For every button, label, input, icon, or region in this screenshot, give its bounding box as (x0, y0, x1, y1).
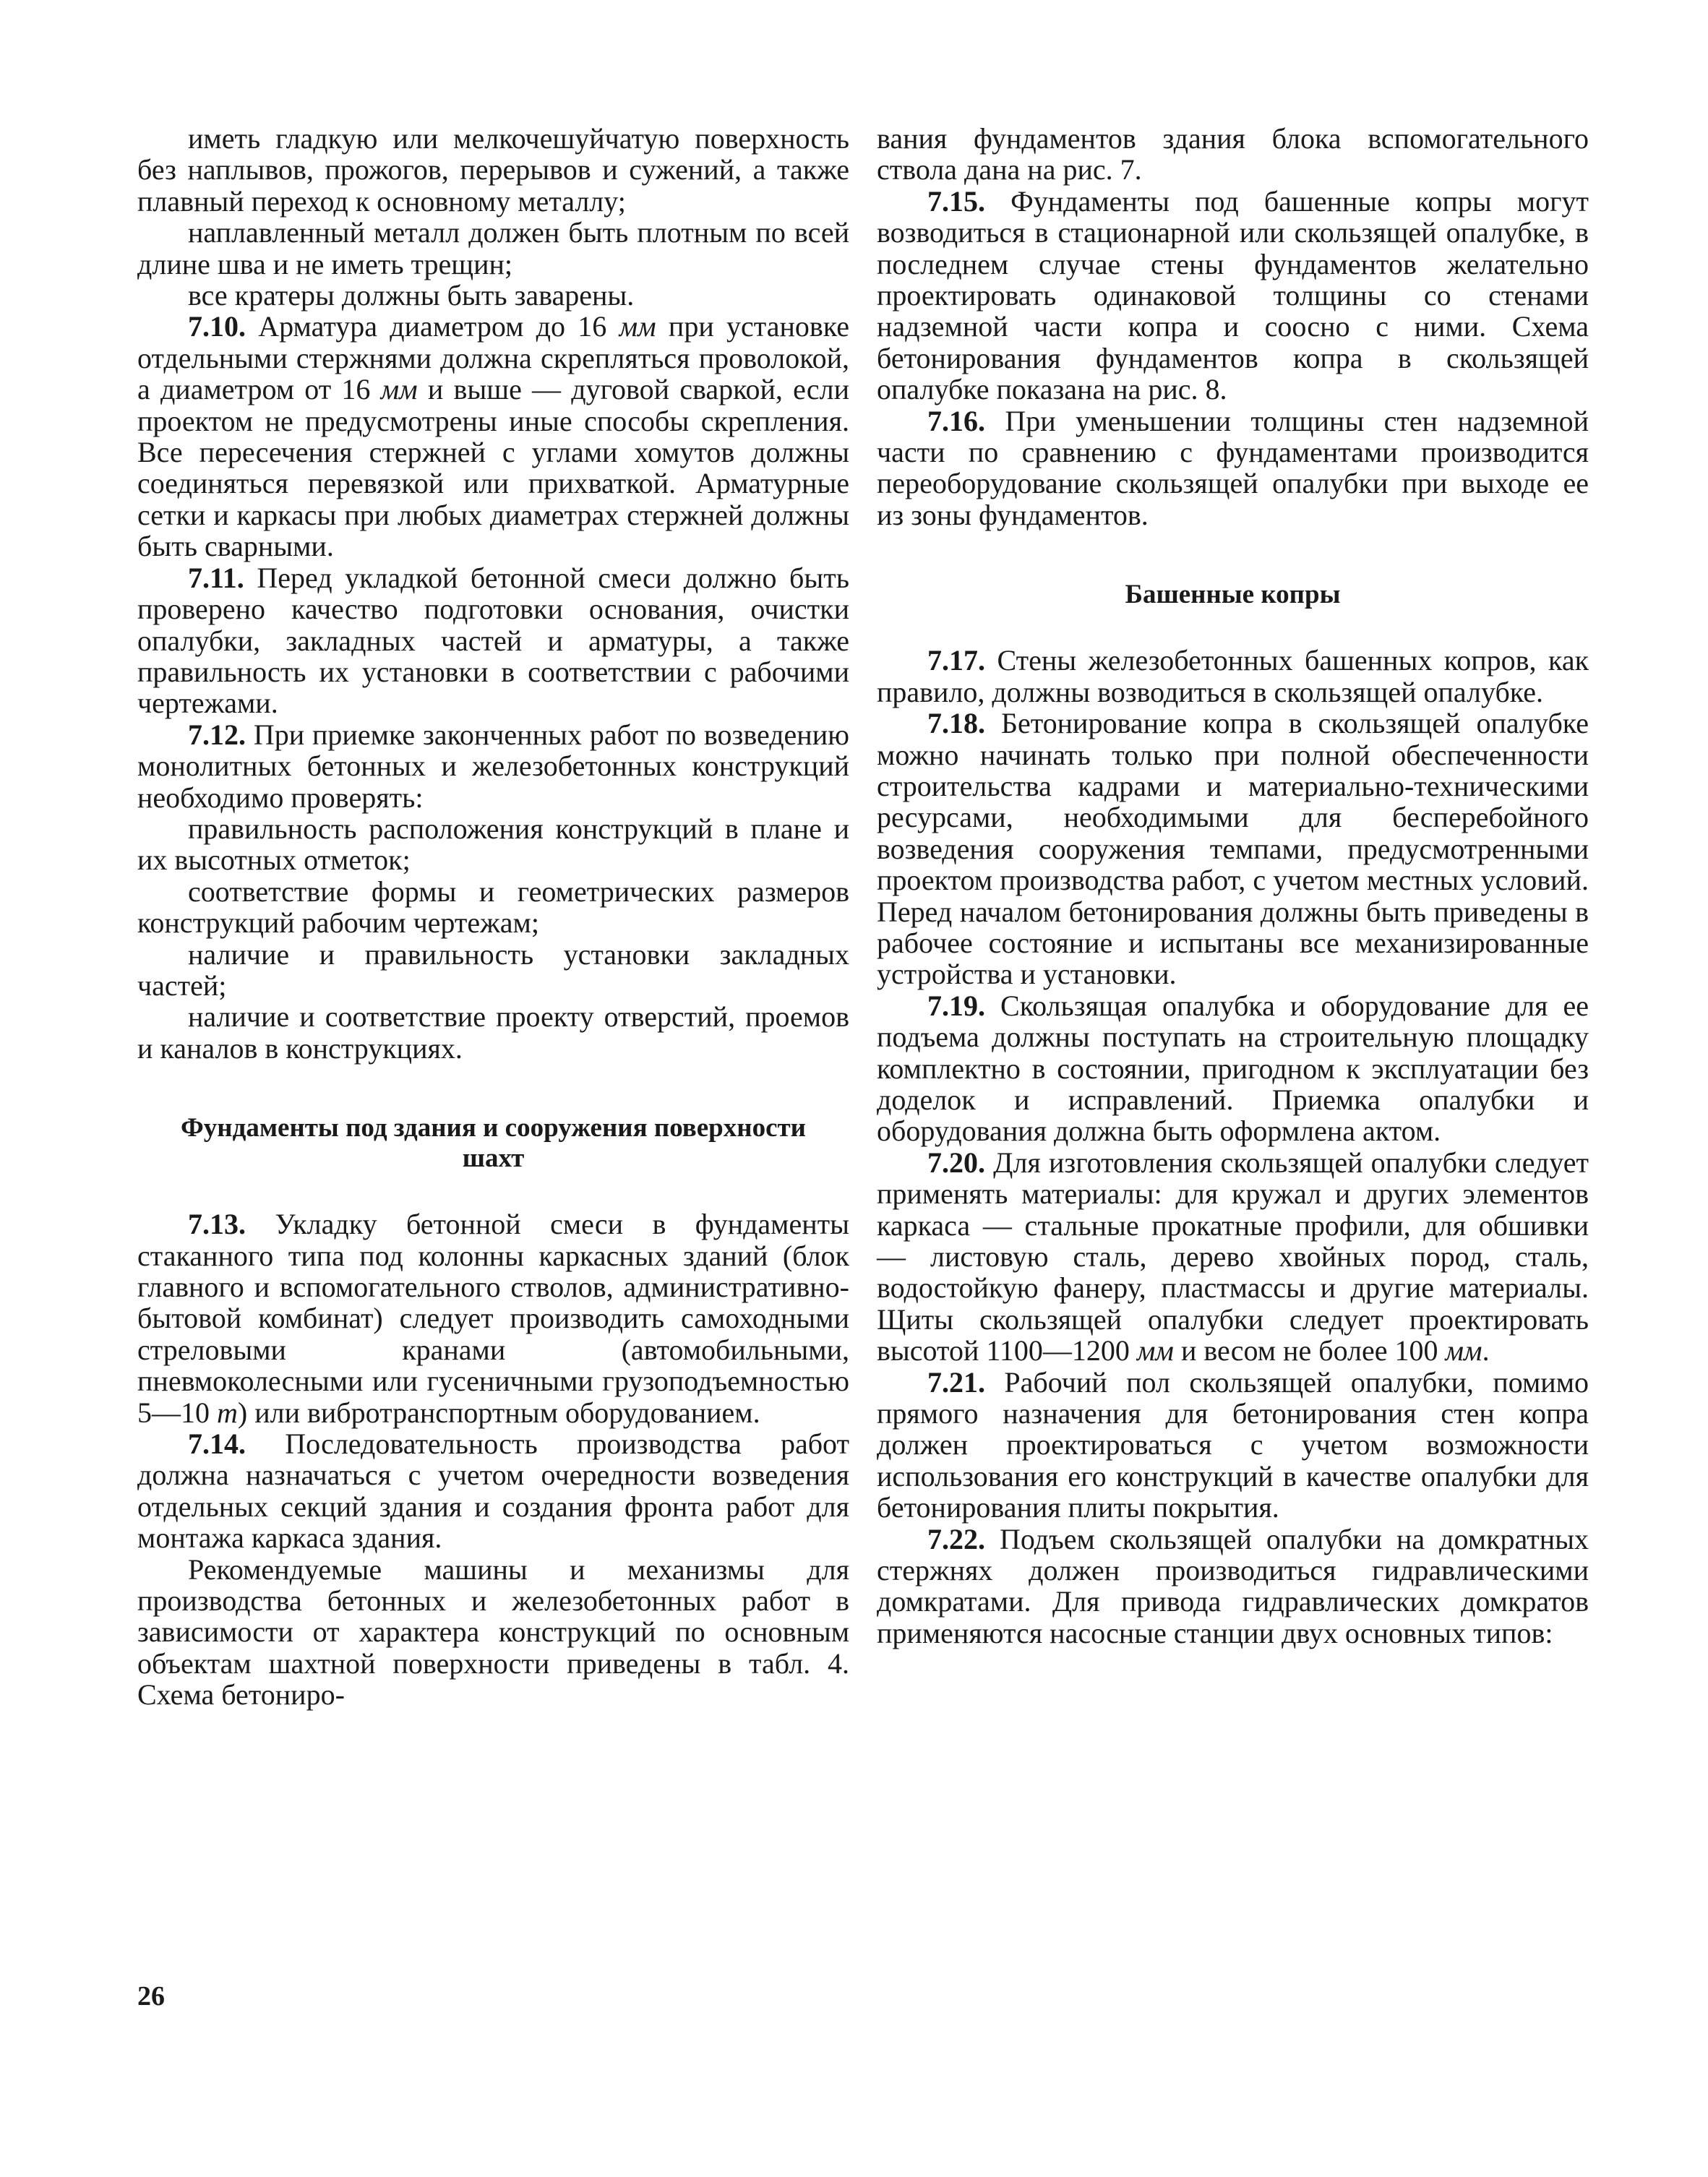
list-item: наличие и правильность установки закладных частей; (137, 937, 849, 1002)
paragraph: вания фундаментов здания блока вспомогательного ствола дана на рис. 7. (877, 122, 1589, 186)
section-number: 7.16. (927, 404, 985, 437)
paragraph: наплавленный металл должен быть плотным по всей длине шва и не иметь трещин; (137, 216, 849, 280)
section-7-15 (877, 186, 1589, 405)
section-7-18 (877, 708, 1589, 990)
unit-text: мм (380, 373, 418, 406)
paragraph: иметь гладкую или мелкочешуйчатую поверхность без наплывов, прожогов, перерывов и сужений, а также плавный переход к основному металлу; (137, 122, 849, 218)
section-number: 7.13. (188, 1208, 246, 1241)
section-text: Бетонирование копра в скользящей опалубке можно начинать только при полной обеспеченности строительства кадрами и материально-техническими ресурсами, необходимыми для бесперебойного возведения сооружения темпами, предусмотренными проектом производства работ, с учетом местных условий. Перед началом бетонирования должны быть приведены в рабочее состояние и испытаны все механизированные устройства и установки. (877, 707, 1589, 991)
section-text: Фундаменты под башенные копры могут возводиться в стационарной или скользящей опалубке, в последнем случае стены фундаментов желательно проектировать одинаковой толщины со стенами надземной части копра и соосно с ними. Схема бетонирования фундаментов копра в скользящей опалубке показана на рис. 8. (877, 184, 1589, 406)
section-number: 7.19. (927, 989, 985, 1022)
section-7-21 (877, 1367, 1589, 1524)
section-number: 7.20. (927, 1146, 985, 1179)
section-7-12 (137, 719, 849, 813)
section-7-22 (877, 1524, 1589, 1649)
section-number: 7.14. (188, 1427, 246, 1461)
list-item: правильность расположения конструкций в плане и их высотных отметок; (137, 812, 849, 877)
list-item: наличие и соответствие проекту отверстий, проемов и каналов в конструкциях. (137, 1000, 849, 1065)
unit-text: мм (1136, 1334, 1174, 1367)
section-text: Последовательность производства работ должна назначаться с учетом очередности возведения отдельных секций здания и создания фронта работ для монтажа каркаса здания. (137, 1427, 849, 1555)
left-column (137, 123, 849, 1711)
section-7-14 (137, 1428, 849, 1554)
list-item: соответствие формы и геометрических размеров конструкций рабочим чертежам; (137, 875, 849, 940)
right-column (877, 123, 1589, 1649)
unit-text: мм (619, 310, 656, 343)
section-number: 7.18. (927, 707, 985, 740)
section-7-17 (877, 645, 1589, 708)
section-7-20 (877, 1147, 1589, 1367)
section-text: Стены железобетонных башенных копров, как правило, должны возводиться в скользящей опалубке. (877, 644, 1589, 708)
section-number: 7.22. (927, 1522, 985, 1555)
section-text: Подъем скользящей опалубки на домкратных стержнях должен производиться гидравлическими домкратами. Для привода гидравлических домкратов применяются насосные станции двух основных типов: (877, 1522, 1589, 1649)
section-number: 7.21. (927, 1365, 985, 1399)
section-number: 7.11. (188, 561, 244, 594)
section-text: и выше — дуговой сваркой, если проектом не предусмотрены иные способы скрепления. Все пересечения стержней с углами хомутов должны соединяться перевязкой или прихваткой. Арматурные сетки и каркасы при любых диаметрах стержней должны быть сварными. (137, 373, 849, 563)
section-text: Рабочий пол скользящей опалубки, помимо прямого назначения для бетонирования стен копра должен проектироваться с учетом возможности использования его конструкций в качестве опалубки для бетонирования плиты покрытия. (877, 1365, 1589, 1524)
section-text: Для изготовления скользящей опалубки следует применять материалы: для кружал и других элементов каркаса — стальные прокатные профили, для обшивки — листовую сталь, дерево хвойных пород, сталь, водостойкую фанеру, пластмассы и другие материалы. Щиты скользящей опалубки следует проектировать высотой 1100—1200 (877, 1146, 1589, 1367)
section-number: 7.12. (188, 718, 246, 751)
unit-text: мм (1445, 1334, 1482, 1367)
section-heading: Башенные копры (1125, 580, 1341, 610)
section-text: Укладку бетонной смеси в фундаменты стаканного типа под колонны каркасных зданий (блок главного и вспомогательного стволов, административно-бытовой комбинат) следует производить самоходными стреловыми кранами (автомобильными, пневмоколесными или гусеничными грузоподъемностью 5—10 (137, 1208, 849, 1429)
section-7-13 (137, 1208, 849, 1428)
section-text: Скользящая опалубка и оборудование для ее подъема должны поступать на строительную площадку комплектно в состоянии, пригодном к эксплуатации без доделок и исправлений. Приемка опалубки и оборудования должна быть оформлена актом. (877, 989, 1589, 1148)
paragraph: Рекомендуемые машины и механизмы для производства бетонных и железобетонных работ в зависимости от характера конструкций по основным объектам шахтной поверхности приведены в табл. 4. Схема бетониро- (137, 1553, 849, 1712)
paragraph: все кратеры должны быть заварены. (188, 279, 635, 312)
section-text: и весом не более 100 (1173, 1334, 1446, 1367)
section-7-19 (877, 990, 1589, 1147)
section-7-11 (137, 562, 849, 719)
section-text: при установке отдельными стержнями должна скрепляться проволокой, а диаметром от 16 (137, 310, 849, 406)
section-heading: Фундаменты под здания и сооружения поверхности шахт (181, 1113, 806, 1174)
section-number: 7.10. (188, 310, 246, 343)
section-text: . (1482, 1334, 1490, 1367)
section-7-16 (877, 405, 1589, 531)
section-7-10 (137, 311, 849, 562)
section-text: Перед укладкой бетонной смеси должно быть проверено качество подготовки основания, очистки опалубки, закладных частей и арматуры, а также правильность их установки в соответствии с рабочими чертежами. (137, 561, 849, 720)
section-text: При приемке законченных работ по возведению монолитных бетонных и железобетонных конструкций необходимо проверять: (137, 718, 849, 814)
unit-text: т (217, 1396, 238, 1429)
section-text: При уменьшении толщины стен надземной части по сравнению с фундаментами производится переоборудование скользящей опалубки при выходе ее из зоны фундаментов. (877, 404, 1589, 531)
section-number: 7.17. (927, 644, 985, 677)
page-number: 26 (137, 1981, 165, 2011)
section-number: 7.15. (927, 184, 985, 218)
section-text: Арматура диаметром до 16 (246, 310, 619, 343)
section-text: ) или вибротранспортным оборудованием. (237, 1396, 760, 1429)
